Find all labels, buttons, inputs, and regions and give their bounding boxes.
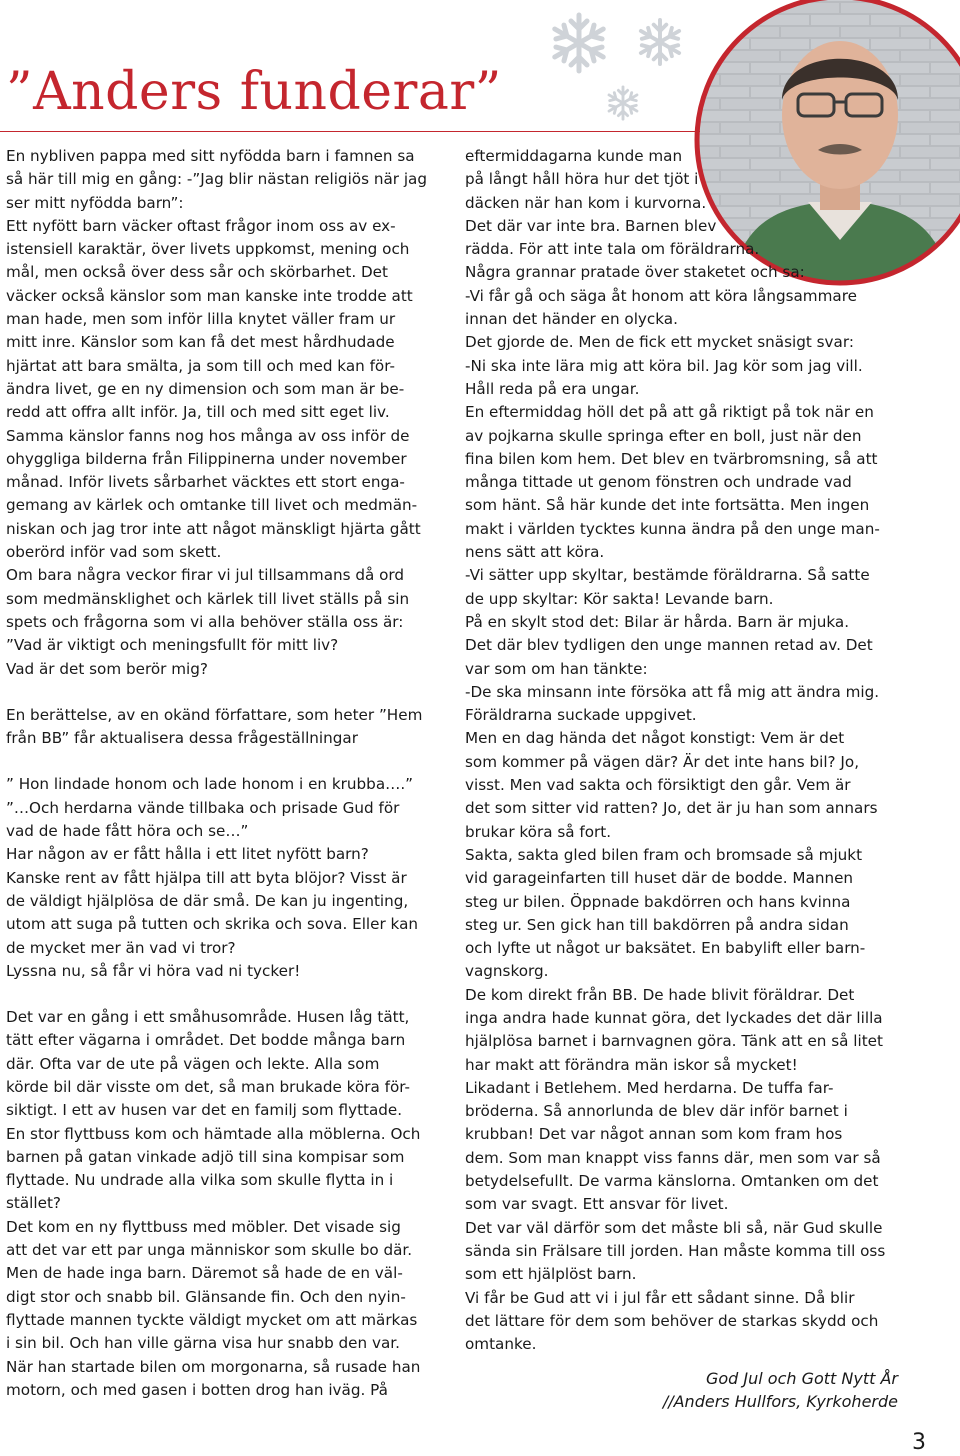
- text-line: krubban! Det var något annan som kom fram hos: [465, 1125, 843, 1144]
- right-column: [465, 145, 905, 1356]
- text-line: visst. Men vad sakta och försiktigt den går. Vem är: [465, 776, 851, 795]
- text-line: av pojkarna skulle springa efter en boll, just när den: [465, 426, 862, 445]
- text-line: vad de hade fått höra och se…”: [6, 822, 249, 841]
- text-line: eftermiddagarna kunde man: [465, 147, 683, 165]
- text-line: -Ni ska inte lära mig att köra bil. Jag kör som jag vill.: [465, 356, 863, 375]
- text-line: Några grannar pratade över staketet och sa:: [465, 263, 805, 282]
- text-line: som kommer på vägen där? Är det inte hans bil? Jo,: [465, 752, 860, 771]
- text-line: På en skylt stod det: Bilar är hårda. Barn är mjuka.: [465, 612, 850, 631]
- title-divider: [0, 131, 700, 132]
- text-line: [6, 983, 436, 1006]
- text-line: Föräldrarna suckade uppgivet.: [465, 706, 697, 725]
- text-line: mål, men också över dess sår och skörbarhet. Det: [6, 263, 388, 282]
- text-line: Men de hade inga barn. Däremot så hade de en väl-: [6, 1264, 403, 1283]
- text-line: utom att suga på tutten och skrika och sova. Eller kan: [6, 915, 419, 934]
- text-line: flyttade mannen tyckte väldigt mycket om att märkas: [6, 1310, 418, 1329]
- text-line: där. Ofta var de ute på vägen och lekte. Alla som: [6, 1054, 380, 1073]
- text-line: -Vi sätter upp skyltar, bestämde föräldrarna. Så satte: [465, 566, 870, 585]
- text-line: Det där var inte bra. Barnen blev: [465, 216, 717, 235]
- text-line: Har någon av er fått hålla i ett litet nyfött barn?: [6, 845, 369, 864]
- text-line: Samma känslor fanns nog hos många av oss inför de: [6, 426, 410, 445]
- text-line: Håll reda på era ungar.: [465, 379, 640, 398]
- text-line: Om bara några veckor firar vi jul tillsammans då ord: [6, 566, 405, 585]
- text-line: hjälplösa barnet i barnvagnen göra. Tänk att en så litet: [465, 1032, 883, 1051]
- signoff: [663, 1367, 898, 1413]
- text-line: innan det händer en olycka.: [465, 310, 678, 329]
- text-line: och lyfte ut något ur baksätet. En babylift eller barn-: [465, 939, 866, 958]
- snowflake-icon: [546, 10, 612, 76]
- text-line: niskan och jag tror inte att något mänskligt hjärta gått: [6, 519, 421, 538]
- text-line: Sakta, sakta gled bilen fram och bromsade så mjukt: [465, 845, 863, 864]
- text-line: steg ur. Sen gick han till bakdörren på andra sidan: [465, 915, 849, 934]
- signoff-greeting: God Jul och Gott Nytt År: [705, 1369, 898, 1388]
- text-line: körde bil där visste om det, så man brukade köra för-: [6, 1077, 411, 1096]
- text-line: Det var väl därför som det måste bli så, när Gud skulle: [465, 1218, 883, 1237]
- text-line: Ett nyfött barn väcker oftast frågor inom oss av ex-: [6, 216, 396, 235]
- text-line: många tittade ut genom fönstren och undrade vad: [465, 473, 852, 492]
- text-line: betydelsefullt. De varma känslorna. Omtanken om det: [465, 1172, 879, 1191]
- text-line: -Vi får gå och säga åt honom att köra långsammare: [465, 286, 857, 305]
- text-line: som ett hjälplöst barn.: [465, 1265, 637, 1284]
- text-line: det som sitter vid ratten? Jo, det är ju han som annars: [465, 799, 878, 818]
- text-line: från BB” får aktualisera dessa frågeställningar: [6, 729, 358, 748]
- text-line: omtanke.: [465, 1335, 537, 1354]
- text-line: Vad är det som berör mig?: [6, 659, 208, 678]
- text-line: oberörd inför vad som skett.: [6, 543, 222, 562]
- text-line: att det var ett par unga människor som skulle bo där.: [6, 1241, 413, 1260]
- text-line: En nybliven pappa med sitt nyfödda barn i famnen sa: [6, 147, 415, 165]
- text-line: redd att offra allt inför. Ja, till och med sitt eget liv.: [6, 403, 390, 422]
- page-number: 3: [912, 1430, 926, 1455]
- text-line: de upp skyltar: Kör sakta! Levande barn.: [465, 589, 774, 608]
- text-line: Lyssna nu, så får vi höra vad ni tycker!: [6, 961, 301, 980]
- text-line: istensiell karaktär, över livets uppkomst, mening och: [6, 240, 410, 259]
- text-line: digt stor och snabb bil. Glänsande fin. Och den nyin-: [6, 1287, 406, 1306]
- text-line: En stor flyttbuss kom och hämtade alla möblerna. Och: [6, 1124, 421, 1143]
- text-line: Det kom en ny flyttbuss med möbler. Det visade sig: [6, 1217, 401, 1236]
- text-line: Det gjorde de. Men de fick ett mycket snäsigt svar:: [465, 333, 854, 352]
- text-line: bröderna. Så annorlunda de blev där inför barnet i: [465, 1102, 848, 1121]
- text-line: När han startade bilen om morgonarna, så rusade han: [6, 1357, 421, 1376]
- text-line: ohyggliga bilderna från Filippinerna under november: [6, 449, 407, 468]
- text-line: de mycket mer än vad vi tror?: [6, 938, 236, 957]
- text-line: ” Hon lindade honom och lade honom i en krubba….”: [6, 775, 414, 794]
- text-line: Det där blev tydligen den unge mannen retad av. Det: [465, 636, 873, 655]
- text-line: En berättelse, av en okänd författare, som heter ”Hem: [6, 705, 423, 724]
- text-line: nens sätt att köra.: [465, 543, 605, 562]
- text-line: stället?: [6, 1194, 61, 1213]
- text-line: [6, 681, 436, 704]
- text-line: hjärtat att bara smälta, ja som till och med kan för-: [6, 356, 395, 375]
- text-line: tätt efter vägarna i området. Det bodde många barn: [6, 1031, 406, 1050]
- text-line: väcker också känslor som man kanske inte trodde att: [6, 286, 413, 305]
- text-line: steg ur bilen. Öppnade bakdörren och hans kvinna: [465, 892, 851, 911]
- text-line: sända sin Frälsare till jorden. Han måste komma till oss: [465, 1241, 886, 1260]
- text-line: Likadant i Betlehem. Med herdarna. De tuffa far-: [465, 1078, 834, 1097]
- text-line: [6, 750, 436, 773]
- text-line: ”Vad är viktigt och meningsfullt för mitt liv?: [6, 636, 339, 655]
- text-line: brukar köra så fort.: [465, 822, 612, 841]
- text-line: ser mitt nyfödda barn”:: [6, 193, 184, 212]
- text-line: Det var en gång i ett småhusområde. Husen låg tätt,: [6, 1008, 410, 1027]
- text-line: i sin bil. Och han ville gärna visa hur snabb den var.: [6, 1334, 400, 1353]
- text-line: mitt inre. Känslor som kan få det mest hårdhudade: [6, 333, 395, 352]
- text-line: motorn, och med gasen i botten drog han iväg. På: [6, 1380, 388, 1399]
- text-line: inga andra hade kunnat göra, det lyckades det där lilla: [465, 1008, 883, 1027]
- text-line: har makt att förändra män iskor så mycket!: [465, 1055, 798, 1074]
- text-line: makt i världen tycktes kunna ändra på den unge man-: [465, 519, 880, 538]
- text-line: Vi får be Gud att vi i jul får ett sådant sinne. Då blir: [465, 1288, 855, 1307]
- text-line: -De ska minsann inte försöka att få mig att ändra mig.: [465, 682, 880, 701]
- text-line: vagnskorg.: [465, 962, 549, 981]
- left-column: [6, 145, 436, 1402]
- text-line: siktigt. I ett av husen var det en familj som flyttade.: [6, 1101, 403, 1120]
- text-line: de väldigt hjälplösa de där små. De kan ju ingenting,: [6, 891, 409, 910]
- text-line: på långt håll höra hur det tjöt i: [465, 170, 699, 189]
- text-line: Men en dag hända det något konstigt: Vem är det: [465, 729, 845, 748]
- text-line: vid garageinfarten till huset där de bodde. Mannen: [465, 869, 854, 888]
- text-line: var som om han tänkte:: [465, 659, 648, 678]
- text-line: fina bilen kom hem. Det blev en tvärbromsning, så att: [465, 449, 878, 468]
- signoff-author: //Anders Hullfors, Kyrkoherde: [662, 1392, 898, 1411]
- text-line: som medmänsklighet och kärlek till livet ställs på sin: [6, 589, 410, 608]
- page-title: ”Anders funderar”: [6, 62, 502, 122]
- text-line: man hade, men som inför lilla knytet väller fram ur: [6, 310, 396, 329]
- text-line: gemang av kärlek och omtanke till livet och medmän-: [6, 496, 418, 515]
- text-line: Kanske rent av fått hjälpa till att byta blöjor? Visst är: [6, 868, 407, 887]
- text-line: barnen på gatan vinkade adjö till sina kompisar som: [6, 1147, 405, 1166]
- text-line: En eftermiddag höll det på att gå riktigt på tok när en: [465, 403, 874, 422]
- snowflake-icon: [634, 16, 686, 68]
- text-line: ”…Och herdarna vände tillbaka och prisade Gud för: [6, 798, 400, 817]
- text-line: det lättare för dem som behöver de starkas skydd och: [465, 1311, 879, 1330]
- text-line: ändra livet, ge en ny dimension och som man är be-: [6, 379, 405, 398]
- text-line: månad. Inför livets sårbarhet väcktes ett stort enga-: [6, 473, 405, 492]
- text-line: som hänt. Så här kunde det inte fortsätta. Men ingen: [465, 496, 870, 515]
- text-line: däcken när han kom i kurvorna.: [465, 193, 707, 212]
- text-line: så här till mig en gång: -”Jag blir nästan religiös när jag: [6, 170, 428, 189]
- text-line: rädda. För att inte tala om föräldrarna.: [465, 240, 760, 259]
- text-line: flyttade. Nu undrade alla vilka som skulle flytta in i: [6, 1171, 394, 1190]
- text-line: som var svagt. Ett ansvar för livet.: [465, 1195, 729, 1214]
- snowflake-icon: [604, 84, 642, 122]
- text-line: De kom direkt från BB. De hade blivit föräldrar. Det: [465, 985, 855, 1004]
- text-line: dem. Som man knappt viss fanns där, men som var så: [465, 1148, 881, 1167]
- text-line: spets och frågorna som vi alla behöver ställa oss är:: [6, 612, 404, 631]
